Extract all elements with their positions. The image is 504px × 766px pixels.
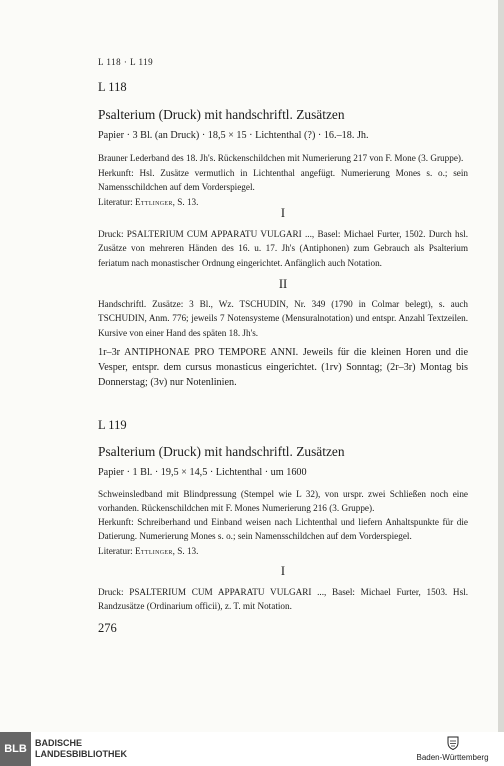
entry-binding: Schweinsledband mit Blindpressung (Stempel wie L 32), von urspr. zwei Schließen noch eine vorhanden. Rückenschildchen mit F. Mones Numerierung 216 (3. Gruppe). — [98, 489, 468, 514]
entry-meta: Papier · 1 Bl. · 19,5 × 14,5 · Lichtenthal · um 1600 — [98, 467, 307, 478]
section-numeral: I — [280, 206, 286, 220]
section-text: Druck: PSALTERIUM CUM APPARATU VULGARI ..., Basel: Michael Furter, 1503. Hsl. Randzusätze (Ordinarium officii), z. T. mit Notation. — [98, 587, 468, 612]
entry-provenance: Herkunft: Hsl. Zusätze vermutlich in Lichtenthal angefügt. Numerierung Mones s. o.; sein Namensschildchen auf dem Vorderspiegel. — [98, 168, 468, 193]
blb-logo: BLB — [0, 732, 31, 766]
section-numeral: I — [280, 564, 286, 578]
entry-title: Psalterium (Druck) mit handschriftl. Zusätzen — [98, 444, 345, 459]
entry-number: L 119 — [98, 418, 127, 432]
footer-bar — [0, 732, 504, 766]
entry-binding: Brauner Lederband des 18. Jh's. Rückenschildchen mit Numerierung 217 von F. Mone (3. Gruppe). — [98, 153, 464, 163]
page-edge — [498, 0, 504, 732]
entry-title: Psalterium (Druck) mit handschriftl. Zusätzen — [98, 107, 345, 122]
section-numeral: II — [278, 277, 288, 291]
running-head: L 118 · L 119 — [98, 57, 154, 67]
entry-provenance: Herkunft: Schreiberhand und Einband weisen nach Lichtenthal und liefern Anhaltspunkte für die Datierung. Numerierung Mones s. o.; sein Namensschildchen auf dem Vorderspiegel. — [98, 517, 468, 542]
entry-number: L 118 — [98, 80, 127, 94]
coat-of-arms-icon — [446, 736, 460, 750]
section-text: Handschriftl. Zusätze: 3 Bl., Wz. TSCHUDIN, Nr. 349 (1790 in Colmar belegt), s. auch TSCHUDIN, Anm. 776; jeweils 7 Notensysteme (Mensuralnotation) und entspr. Anzahl Textzeilen. Kursive von einer Hand des späten 18. Jh's. — [98, 299, 468, 338]
page-number: 276 — [98, 621, 117, 635]
entry-meta: Papier · 3 Bl. (an Druck) · 18,5 × 15 · Lichtenthal (?) · 16.–18. Jh. — [98, 130, 369, 141]
section-body: 1r–3r ANTIPHONAE PRO TEMPORE ANNI. Jeweils für die kleinen Horen und die Vesper, entspr. dem cursus monasticus eingerichtet. (1rv) Sonntag; (2r–3r) Montag bis Donnerstag; (3v) nur Notenlinien. — [98, 347, 468, 389]
state-branding: Baden-Württemberg — [405, 736, 500, 764]
entry-literature: Literatur: Ettlinger, S. 13. — [98, 197, 199, 207]
entry-literature: Literatur: Ettlinger, S. 13. — [98, 546, 199, 556]
library-name: BADISCHE LANDESBIBLIOTHEK — [35, 738, 127, 759]
section-text: Druck: PSALTERIUM CUM APPARATU VULGARI ..., Basel: Michael Furter, 1502. Durch hsl. Zusätze von mehreren Händen des 16. u. 17. Jh's (Antiphonen) zum Gebrauch als Psalterium feriatum nach monastischer Ordnung eingerichtet. Anfänglich auch Notation. — [98, 229, 468, 268]
